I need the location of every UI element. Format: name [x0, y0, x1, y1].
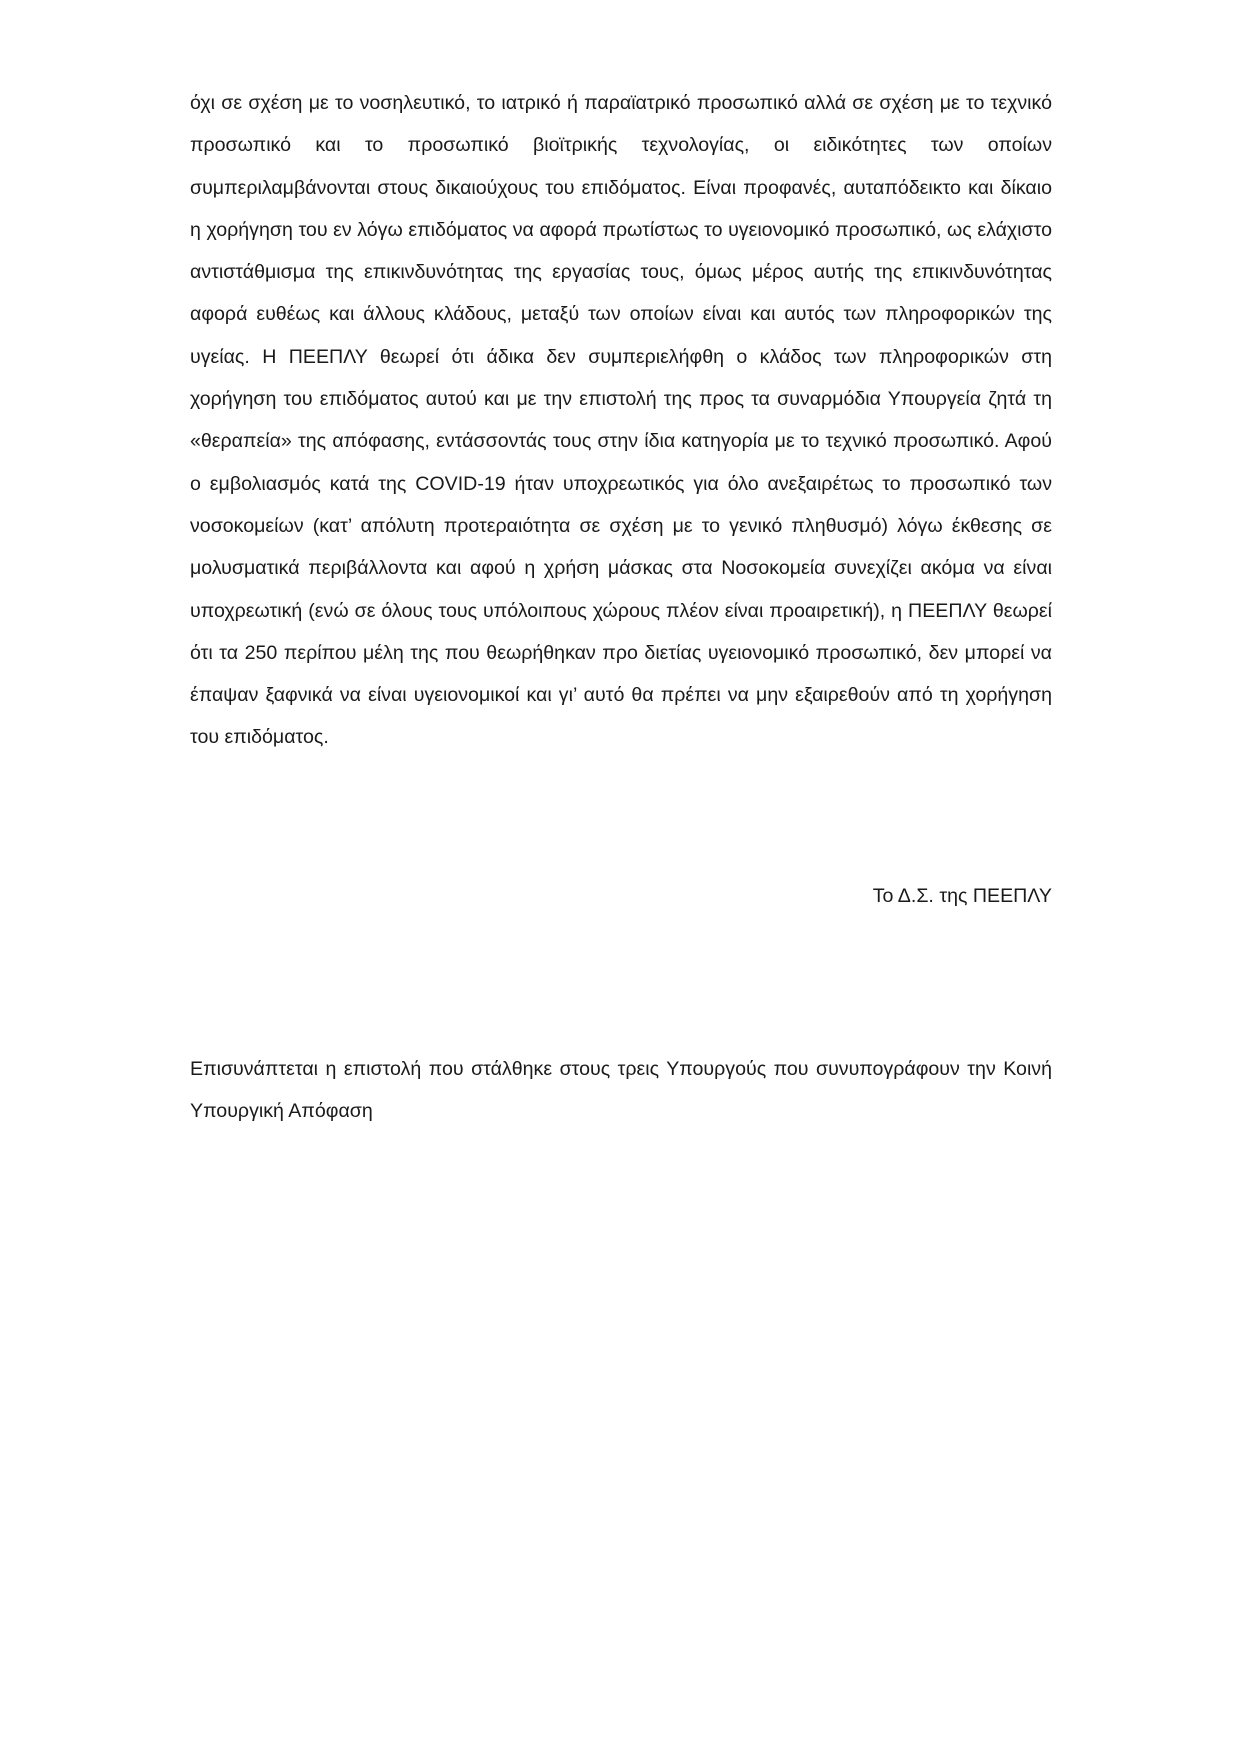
- body-paragraph: όχι σε σχέση με το νοσηλευτικό, το ιατρικό ή παραϊατρικό προσωπικό αλλά σε σχέση με το τεχνικό προσωπικό και το προσωπικό βιοϊτρικής τεχνολογίας, οι ειδικότητες των οποίων συμπεριλαμβάνονται στους δικαιούχους του επιδόματος. Είναι προφανές, αυταπόδεικτο και δίκαιο η χορήγηση του εν λόγω επιδόματος να αφορά πρωτίστως το υγειονομικό προσωπικό, ως ελάχιστο αντιστάθμισμα της επικινδυνότητας της εργασίας τους, όμως μέρος αυτής της επικινδυνότητας αφορά ευθέως και άλλους κλάδους, μεταξύ των οποίων είναι και αυτός των πληροφορικών της υγείας. Η ΠΕΕΠΛΥ θεωρεί ότι άδικα δεν συμπεριελήφθη ο κλάδος των πληροφορικών στη χορήγηση του επιδόματος αυτού και με την επιστολή της προς τα συναρμόδια Υπουργεία ζητά τη «θεραπεία» της απόφασης, εντάσσοντάς τους στην ίδια κατηγορία με το τεχνικό προσωπικό. Αφού ο εμβολιασμός κατά της COVID-19 ήταν υποχρεωτικός για όλο ανεξαιρέτως το προσωπικό των νοσοκομείων (κατ’ απόλυτη προτεραιότητα σε σχέση με το γενικό πληθυσμό) λόγω έκθεσης σε μολυσματικά περιβάλλοντα και αφού η χρήση μάσκας στα Νοσοκομεία συνεχίζει ακόμα να είναι υποχρεωτική (ενώ σε όλους τους υπόλοιπους χώρους πλέον είναι προαιρετική), η ΠΕΕΠΛΥ θεωρεί ότι τα 250 περίπου μέλη της που θεωρήθηκαν προ διετίας υγειονομικό προσωπικό, δεν μπορεί να έπαψαν ξαφνικά να είναι υγειονομικοί και γι’ αυτό θα πρέπει να μην εξαιρεθούν από τη χορήγηση του επιδόματος.: [190, 92, 1052, 749]
- signature-line: Το Δ.Σ. της ΠΕΕΠΛΥ: [872, 885, 1052, 907]
- attachment-note: Επισυνάπτεται η επιστολή που στάλθηκε στους τρεις Υπουργούς που συνυπογράφουν την Κοινή Υπουργική Απόφαση: [190, 1058, 1052, 1123]
